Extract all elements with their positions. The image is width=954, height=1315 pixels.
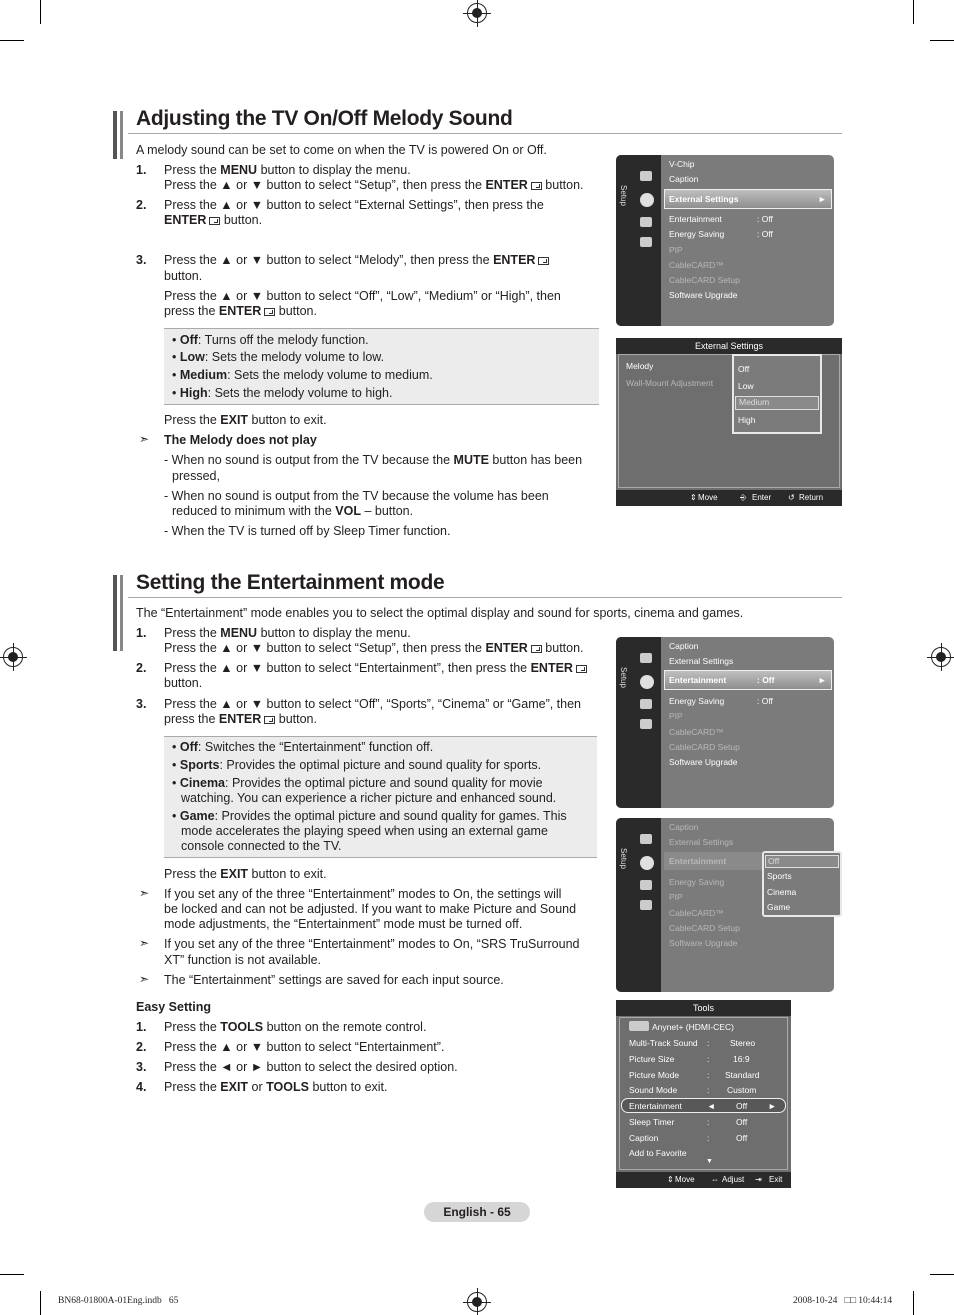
step-text: button. xyxy=(164,269,203,283)
registration-mark-icon xyxy=(931,647,951,667)
selection-arrow-icon: ► xyxy=(818,194,827,204)
tools-item-label: Entertainment xyxy=(629,1101,682,1111)
crop-mark xyxy=(40,1291,41,1315)
step-number: 3. xyxy=(136,697,147,711)
menu-item[interactable]: Energy Saving xyxy=(669,229,725,239)
menu-item[interactable]: Software Upgrade xyxy=(669,757,738,767)
menu-item[interactable]: PIP xyxy=(669,892,683,902)
note-arrow-icon: ➣ xyxy=(139,972,150,986)
menu-item[interactable]: Energy Saving xyxy=(669,696,725,706)
note-text: reduced to minimum with the VOL – button. xyxy=(172,504,414,518)
option-item: • High: Sets the melody volume to high. xyxy=(172,386,393,400)
step-text: Press the MENU button to display the menu. xyxy=(164,163,411,177)
picture-icon xyxy=(640,171,652,181)
step-text: Press the ▲ or ▼ button to select “Off”, “Low”, “Medium” or “High”, then xyxy=(164,289,561,303)
tools-item-label[interactable]: Add to Favorite xyxy=(629,1148,687,1158)
menu-sidebar xyxy=(616,155,661,326)
menu-item[interactable]: Software Upgrade xyxy=(669,938,738,948)
menu-item[interactable]: External Settings xyxy=(669,837,734,847)
step-text: Press the ▲ or ▼ button to select “Setup”, then press the ENTER button. xyxy=(164,641,584,655)
application-icon xyxy=(640,719,652,729)
tools-item-value: Custom xyxy=(727,1085,757,1095)
return-icon: ↺ xyxy=(788,493,795,502)
menu-item[interactable]: PIP xyxy=(669,245,683,255)
menu-item[interactable]: Energy Saving xyxy=(669,877,725,887)
registration-mark-icon xyxy=(467,1292,487,1312)
menu-item-value: : Off xyxy=(757,229,773,239)
menu-sidebar xyxy=(616,818,661,992)
option-item: • Sports: Provides the optimal picture and sound quality for sports. xyxy=(172,758,542,772)
anynet-icon xyxy=(629,1021,649,1031)
step-number: 1. xyxy=(136,626,147,640)
menu-item[interactable]: Caption xyxy=(669,822,699,832)
tools-item-value: Off xyxy=(736,1133,748,1143)
note-text: XT” function is not available. xyxy=(164,953,322,967)
menu-item[interactable]: CableCARD Setup xyxy=(669,923,740,933)
step-text: press the ENTER button. xyxy=(164,304,317,318)
option-item: • Low: Sets the melody volume to low. xyxy=(172,350,385,364)
step-text: Press the ▲ or ▼ button to select “Setup”, then press the ENTER button. xyxy=(164,178,584,192)
enter-icon: ⎆ xyxy=(740,493,747,502)
footer-move: Move xyxy=(675,1175,695,1184)
registration-mark-icon xyxy=(3,647,23,667)
menu-item[interactable]: Entertainment xyxy=(669,214,722,224)
step-text: Press the EXIT or TOOLS button to exit. xyxy=(164,1080,388,1094)
menu-side-label: Setup xyxy=(619,667,628,688)
section-title: Adjusting the TV On/Off Melody Sound xyxy=(136,107,513,130)
note-text: - When no sound is output from the TV because the MUTE button has been xyxy=(164,453,583,467)
right-arrow-icon: ► xyxy=(768,1101,777,1111)
tools-item-sep: : xyxy=(707,1085,710,1095)
menu-item-value: : Off xyxy=(757,696,773,706)
option-item: mode accelerates the playing speed when using an external game xyxy=(181,824,548,838)
note-text: The “Entertainment” settings are saved for each input source. xyxy=(164,973,504,987)
step-text: button. xyxy=(164,676,203,690)
menu-item[interactable]: External Settings xyxy=(669,656,734,666)
step-text: Press the ▲ or ▼ button to select “Entertainment”. xyxy=(164,1040,445,1054)
tools-item-label[interactable]: Sleep Timer xyxy=(629,1117,675,1127)
note-text: If you set any of the three “Entertainment” modes to On, the settings will xyxy=(164,887,562,901)
tools-item-label[interactable]: Picture Mode xyxy=(629,1070,680,1080)
menu-item-label: Entertainment xyxy=(669,675,727,685)
section-bar xyxy=(120,575,123,651)
option-item[interactable]: Cinema xyxy=(767,887,797,897)
menu-item-wall-mount[interactable]: Wall-Mount Adjustment xyxy=(626,378,714,388)
selection-arrow-icon: ► xyxy=(818,675,827,685)
menu-item-label: External Settings xyxy=(669,194,739,204)
footer-move: Move xyxy=(698,493,718,502)
input-icon xyxy=(640,880,652,890)
title-rule xyxy=(128,133,842,134)
menu-item[interactable]: CableCARD Setup xyxy=(669,275,740,285)
menu-item[interactable]: Caption xyxy=(669,174,699,184)
crop-mark xyxy=(0,40,24,41)
option-item: console connected to the TV. xyxy=(181,839,342,853)
option-item: • Cinema: Provides the optimal picture and sound quality for movie xyxy=(172,776,543,790)
step-text: press the ENTER button. xyxy=(164,712,317,726)
menu-item-melody[interactable]: Melody xyxy=(626,361,654,371)
step-text: Press the TOOLS button on the remote control. xyxy=(164,1020,427,1034)
step-text: Press the ◄ or ► button to select the desired option. xyxy=(164,1060,458,1074)
tools-item-sep: : xyxy=(707,1038,710,1048)
option-item: • Game: Provides the optimal picture and sound quality for games. This xyxy=(172,809,567,823)
step-text: Press the ▲ or ▼ button to select “Entertainment”, then press the ENTER xyxy=(164,661,587,677)
screen-footer xyxy=(616,1172,791,1188)
footer-enter: Enter xyxy=(752,493,772,502)
input-icon xyxy=(640,217,652,227)
melody-options-popup xyxy=(732,354,822,434)
menu-item[interactable]: Caption xyxy=(669,641,699,651)
step-number: 2. xyxy=(136,1040,147,1054)
menu-side-label: Setup xyxy=(619,848,628,869)
page-number-badge: English - 65 xyxy=(424,1202,530,1222)
entertainment-options-popup xyxy=(762,851,842,917)
section-bar xyxy=(113,575,117,651)
crop-mark xyxy=(913,0,914,24)
tools-item-sep: : xyxy=(707,1070,710,1080)
option-item: • Off: Turns off the melody function. xyxy=(172,333,369,347)
tools-item-value: Off xyxy=(736,1101,748,1111)
setup-gear-icon xyxy=(640,856,654,870)
file-info: BN68-01800A-01Eng.indb 65 xyxy=(58,1296,179,1306)
step-number: 2. xyxy=(136,661,147,675)
note-text: - When the TV is turned off by Sleep Timer function. xyxy=(164,524,451,538)
screen-header: Tools xyxy=(616,1000,791,1016)
tools-item-label[interactable]: Caption xyxy=(629,1133,659,1143)
section-title: Setting the Entertainment mode xyxy=(136,571,445,594)
exit-text: Press the EXIT button to exit. xyxy=(164,867,327,881)
menu-item-value: : Off xyxy=(757,214,773,224)
crop-mark xyxy=(0,1274,24,1275)
section-bar xyxy=(120,111,123,159)
footer-exit: Exit xyxy=(769,1175,783,1184)
menu-item[interactable]: CableCARD™ xyxy=(669,908,724,918)
external-settings-screen xyxy=(616,338,842,506)
footer-return: Return xyxy=(799,493,824,502)
title-rule xyxy=(128,597,842,598)
menu-item[interactable]: CableCARD™ xyxy=(669,260,724,270)
move-icon: ⇕ xyxy=(667,1175,674,1184)
step-number: 3. xyxy=(136,1060,147,1074)
tools-item-label[interactable]: Picture Size xyxy=(629,1054,675,1064)
menu-item[interactable]: V-Chip xyxy=(669,159,695,169)
picture-icon xyxy=(640,653,652,663)
menu-sidebar xyxy=(616,637,661,808)
menu-item[interactable]: Software Upgrade xyxy=(669,290,738,300)
section-bar xyxy=(113,111,117,159)
option-item[interactable]: High xyxy=(738,415,756,425)
menu-item[interactable]: Entertainment xyxy=(669,856,727,866)
tools-menu-screen xyxy=(616,1000,791,1188)
note-text: - When no sound is output from the TV because the volume has been xyxy=(164,489,549,503)
setup-gear-icon xyxy=(640,193,654,207)
menu-item[interactable]: CableCARD™ xyxy=(669,727,724,737)
tools-item-value: Stereo xyxy=(730,1038,756,1048)
easy-setting-title: Easy Setting xyxy=(136,1000,212,1014)
left-arrow-icon: ◄ xyxy=(707,1101,716,1111)
crop-mark xyxy=(930,40,954,41)
note-title: The Melody does not play xyxy=(164,433,317,447)
setup-gear-icon xyxy=(640,675,654,689)
crop-mark xyxy=(913,1291,914,1315)
intro-text: The “Entertainment” mode enables you to select the optimal display and sound for sports, cinema and games. xyxy=(136,606,744,620)
print-date: 2008-10-24 □□ 10:44:14 xyxy=(793,1296,893,1306)
tools-item-label[interactable]: Sound Mode xyxy=(629,1085,678,1095)
crop-mark xyxy=(930,1274,954,1275)
registration-mark-icon xyxy=(467,3,487,23)
move-icon: ⇕ xyxy=(690,493,697,502)
note-arrow-icon: ➣ xyxy=(139,936,150,950)
step-text: Press the ▲ or ▼ button to select “Melody”, then press the ENTER xyxy=(164,253,549,269)
note-text: If you set any of the three “Entertainment” modes to On, “SRS TruSurround xyxy=(164,937,580,951)
note-arrow-icon: ➣ xyxy=(139,432,150,446)
option-item[interactable]: Game xyxy=(767,902,791,912)
note-text: mode adjustments, the “Entertainment” mode must be turned off. xyxy=(164,917,523,931)
tools-item-sep: : xyxy=(707,1133,710,1143)
exit-text: Press the EXIT button to exit. xyxy=(164,413,327,427)
menu-item[interactable]: CableCARD Setup xyxy=(669,742,740,752)
tools-item-anynet[interactable]: Anynet+ (HDMI-CEC) xyxy=(652,1022,734,1032)
picture-icon xyxy=(640,834,652,844)
crop-mark xyxy=(40,0,41,24)
exit-icon: ⇥ xyxy=(755,1175,762,1184)
option-item: watching. You can experience a richer picture and enhanced sound. xyxy=(181,791,557,805)
tools-item-sep: : xyxy=(707,1054,710,1064)
footer-adjust: Adjust xyxy=(722,1175,745,1184)
step-text: Press the MENU button to display the menu. xyxy=(164,626,411,640)
step-number: 1. xyxy=(136,163,147,177)
menu-item-value: : Off xyxy=(757,675,775,685)
option-item[interactable]: Off xyxy=(738,364,750,374)
step-text: ENTER button. xyxy=(164,213,263,227)
note-text: be locked and can not be adjusted. If you want to make Picture and Sound xyxy=(164,902,577,916)
step-text: Press the ▲ or ▼ button to select “Off”, “Sports”, “Cinema” or “Game”, then xyxy=(164,697,582,711)
step-number: 1. xyxy=(136,1020,147,1034)
screen-footer xyxy=(616,490,842,506)
step-text: Press the ▲ or ▼ button to select “External Settings”, then press the xyxy=(164,198,544,212)
step-number: 4. xyxy=(136,1080,147,1094)
scroll-down-icon[interactable]: ▼ xyxy=(706,1158,713,1165)
option-item: • Off: Switches the “Entertainment” function off. xyxy=(172,740,434,754)
tools-item-value: 16:9 xyxy=(733,1054,750,1064)
note-arrow-icon: ➣ xyxy=(139,886,150,900)
option-item[interactable]: Low xyxy=(738,381,754,391)
tools-item-value: Standard xyxy=(725,1070,760,1080)
setup-menu-screen xyxy=(616,637,834,808)
menu-side-label: Setup xyxy=(619,185,628,206)
tools-item-value: Off xyxy=(736,1117,748,1127)
note-text: pressed, xyxy=(172,469,220,483)
option-item: • Medium: Sets the melody volume to medium. xyxy=(172,368,433,382)
step-number: 3. xyxy=(136,253,147,267)
tools-item-label[interactable]: Multi-Track Sound xyxy=(629,1038,698,1048)
option-item-highlighted[interactable]: Medium xyxy=(735,396,819,410)
step-number: 2. xyxy=(136,198,147,212)
option-item[interactable]: Sports xyxy=(767,871,792,881)
intro-text: A melody sound can be set to come on when the TV is powered On or Off. xyxy=(136,143,547,157)
application-icon xyxy=(640,900,652,910)
input-icon xyxy=(640,699,652,709)
tools-item-sep: : xyxy=(707,1117,710,1127)
screen-header: External Settings xyxy=(616,338,842,354)
application-icon xyxy=(640,237,652,247)
menu-item[interactable]: PIP xyxy=(669,711,683,721)
option-item-highlighted[interactable]: Off xyxy=(765,855,839,868)
setup-menu-screen xyxy=(616,155,834,326)
adjust-icon: ⇔ xyxy=(711,1175,719,1184)
